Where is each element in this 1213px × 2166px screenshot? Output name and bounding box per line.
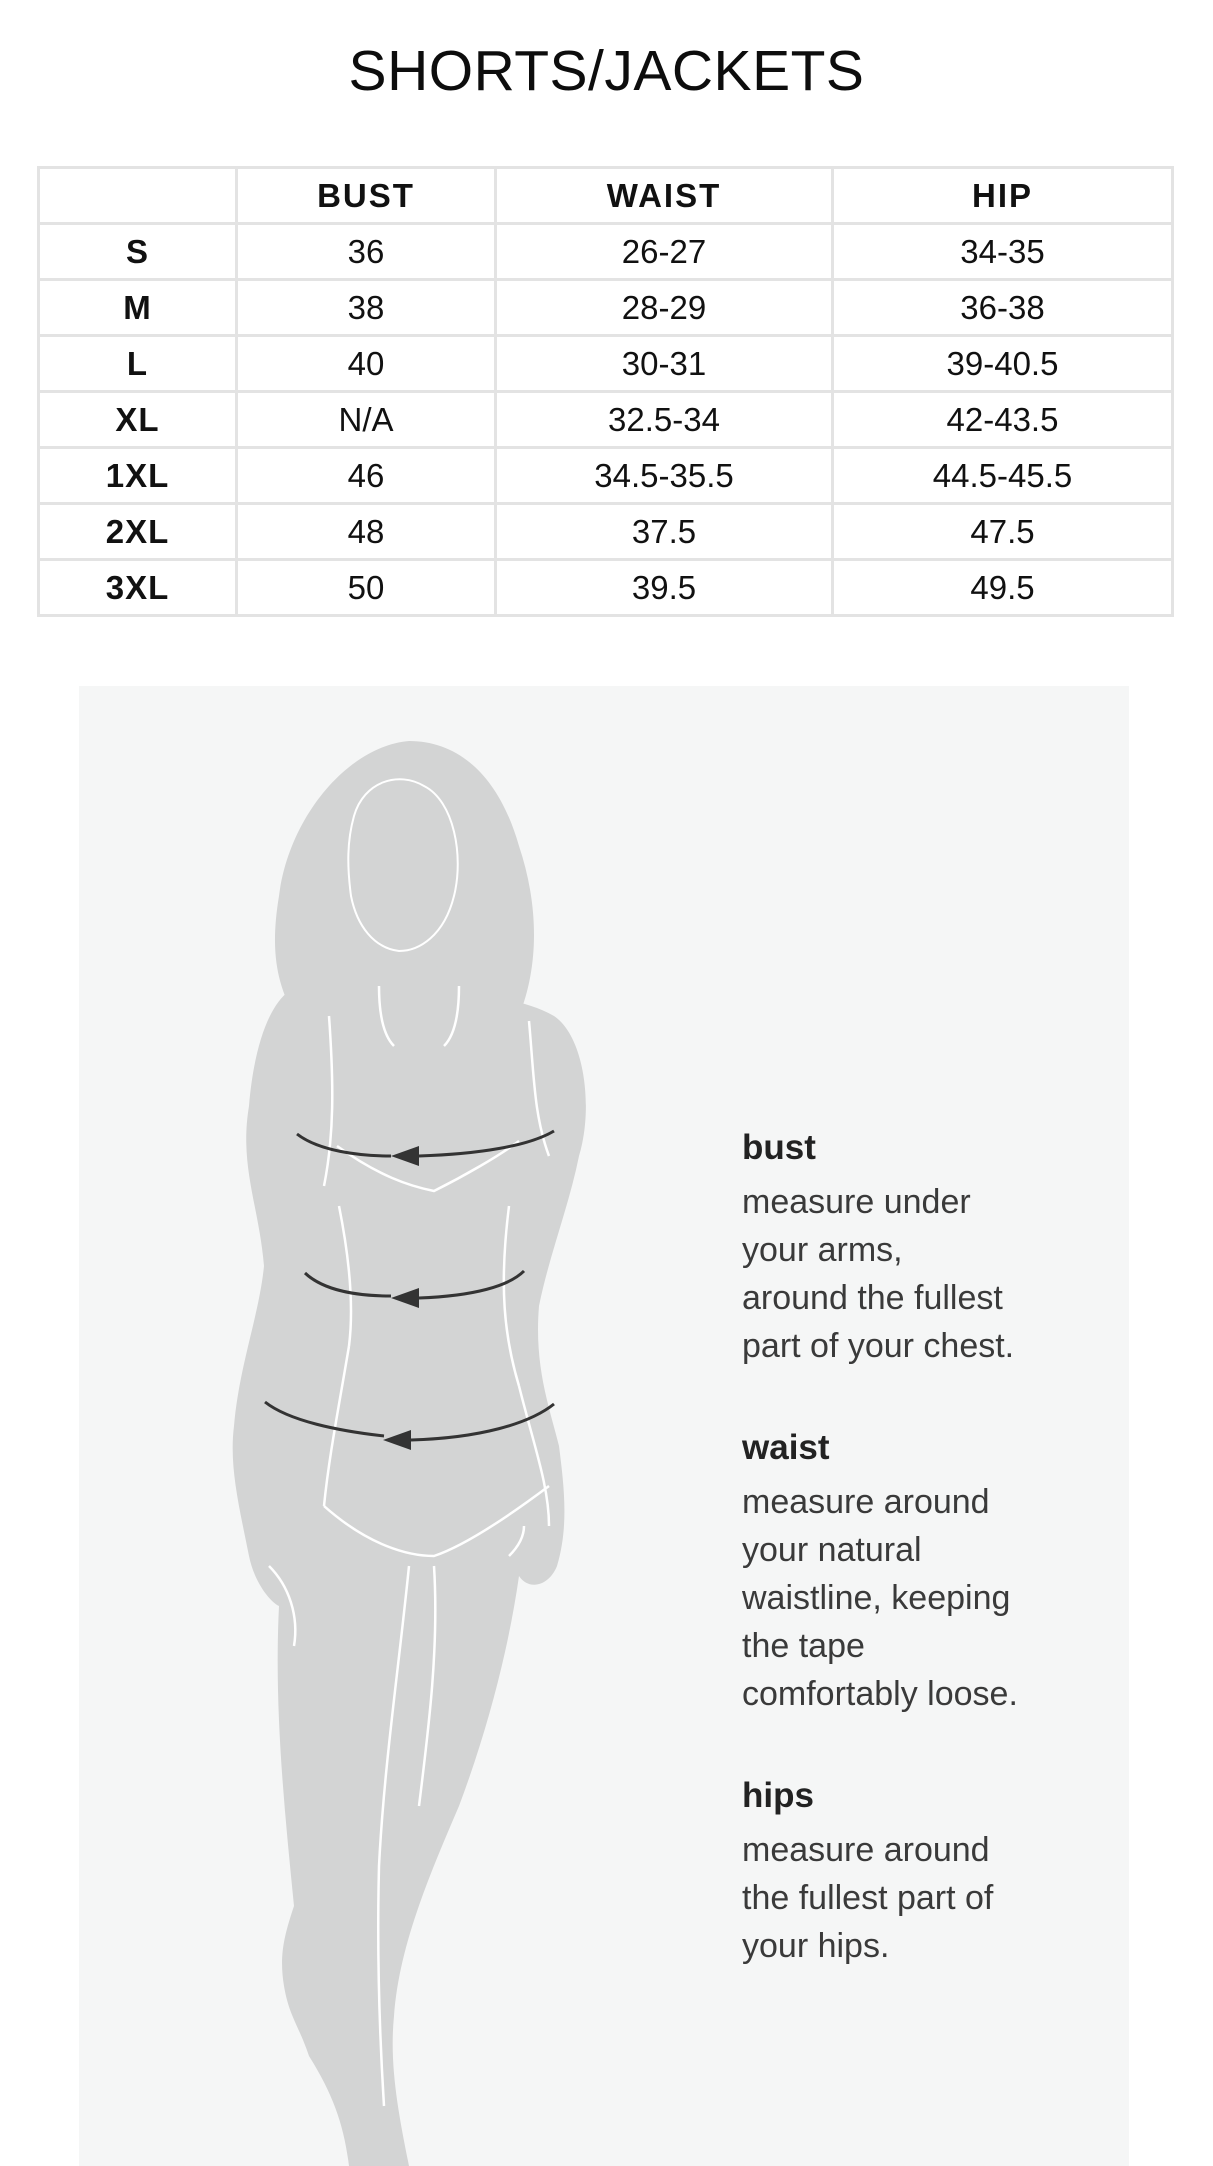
hip-cell: 36-38 — [833, 280, 1173, 336]
bust-cell: 46 — [237, 448, 496, 504]
bust-cell: 36 — [237, 224, 496, 280]
guide-line: around the fullest — [742, 1279, 1003, 1317]
hip-cell: 44.5-45.5 — [833, 448, 1173, 504]
waist-cell: 30-31 — [496, 336, 833, 392]
waist-cell: 39.5 — [496, 560, 833, 616]
header-hip: HIP — [833, 168, 1173, 224]
bust-cell: 38 — [237, 280, 496, 336]
guide-line: measure around — [742, 1831, 990, 1869]
guide-line: the fullest part of — [742, 1879, 994, 1917]
bust-cell: 40 — [237, 336, 496, 392]
header-size — [39, 168, 237, 224]
guide-line: your arms, — [742, 1231, 903, 1269]
waist-cell: 34.5-35.5 — [496, 448, 833, 504]
size-cell: XL — [39, 392, 237, 448]
face-shape — [348, 779, 457, 951]
page-title: SHORTS/JACKETS — [348, 39, 865, 103]
guide-line: waistline, keeping — [742, 1579, 1011, 1617]
hip-cell: 49.5 — [833, 560, 1173, 616]
waist-cell: 37.5 — [496, 504, 833, 560]
table-row — [39, 280, 1173, 336]
guide-line: measure under — [742, 1183, 971, 1221]
table-row — [39, 336, 1173, 392]
header-waist: WAIST — [496, 168, 833, 224]
waist-cell: 26-27 — [496, 224, 833, 280]
guide-bust — [742, 1126, 1102, 1370]
size-chart-table — [37, 166, 1174, 617]
table-row — [39, 392, 1173, 448]
hip-cell: 42-43.5 — [833, 392, 1173, 448]
guide-bust-text — [742, 1178, 1102, 1370]
bust-cell: 50 — [237, 560, 496, 616]
guide-line: the tape — [742, 1627, 865, 1665]
hip-cell: 39-40.5 — [833, 336, 1173, 392]
waist-cell: 32.5-34 — [496, 392, 833, 448]
bust-cell: 48 — [237, 504, 496, 560]
table-row — [39, 560, 1173, 616]
guide-waist-text — [742, 1478, 1102, 1718]
guide-line: your hips. — [742, 1927, 890, 1965]
size-cell: 1XL — [39, 448, 237, 504]
guide-bust-heading: bust — [742, 1128, 816, 1167]
guide-line: part of your chest. — [742, 1327, 1015, 1365]
guide-hips-text — [742, 1826, 1102, 1970]
guide-line: your natural — [742, 1531, 922, 1569]
guide-waist — [742, 1426, 1102, 1718]
size-cell: M — [39, 280, 237, 336]
size-cell: 2XL — [39, 504, 237, 560]
size-cell: S — [39, 224, 237, 280]
guide-line: measure around — [742, 1483, 990, 1521]
guide-hips — [742, 1774, 1102, 1970]
header-bust: BUST — [237, 168, 496, 224]
table-row — [39, 224, 1173, 280]
table-row — [39, 448, 1173, 504]
table-row — [39, 504, 1173, 560]
bust-cell: N/A — [237, 392, 496, 448]
guide-hips-heading: hips — [742, 1776, 814, 1815]
body-shape — [233, 956, 586, 2166]
guide-line: comfortably loose. — [742, 1675, 1018, 1713]
hip-cell: 34-35 — [833, 224, 1173, 280]
table-header-row — [39, 168, 1173, 224]
guide-waist-heading: waist — [742, 1428, 830, 1467]
size-cell: 3XL — [39, 560, 237, 616]
size-cell: L — [39, 336, 237, 392]
hip-cell: 47.5 — [833, 504, 1173, 560]
measurement-guide-panel — [79, 686, 1129, 2166]
waist-cell: 28-29 — [496, 280, 833, 336]
